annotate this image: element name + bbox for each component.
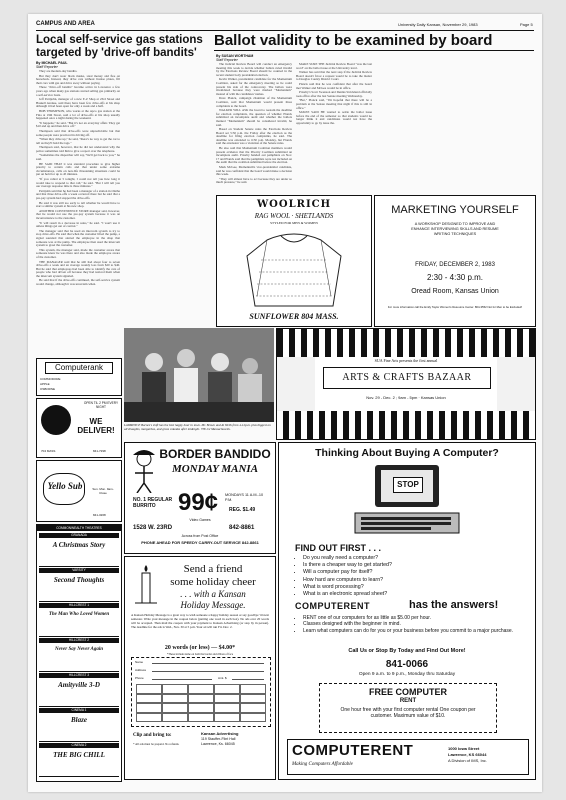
free-rent-sub: RENT <box>399 698 417 704</box>
story2-paragraph: McKEE SAID HE wanted to settle the ballot issue before the end of the semester so that students would no longer think it and candidates would not have the opportunity to go by issue the. <box>296 110 372 125</box>
coupon-word-box[interactable] <box>214 684 240 694</box>
border-item: NO. 1 REGULAR BURRITO <box>133 497 173 509</box>
computer-offer: • Classes designed with the beginner in mind. <box>303 621 533 627</box>
holiday-price: 20 words (or less) — $4.00* <box>164 645 236 651</box>
story1-paragraph: "It will result in a decrease in sales," he said. "I won't use it unless things get out of control." <box>36 220 120 229</box>
border-promo: PHONE AHEAD FOR SPEEDY CARRY-OUT SERVICE 842-8861 <box>141 540 259 545</box>
story2-column-2 <box>296 63 372 191</box>
marketing-ad <box>374 195 536 327</box>
story2-headline: Ballot validity to be examined by board <box>214 32 493 49</box>
story1-column-2 <box>124 70 210 354</box>
computerent-ad <box>278 442 536 780</box>
border-address: 1528 W. 23RD <box>133 525 173 531</box>
marketing-time: 2:30 - 4:30 p.m. <box>426 273 484 282</box>
computer-questions <box>293 555 533 598</box>
story2-paragraph: Based on Student Senate rules the Elections Review Board set 5:30 p.m. the Friday after the election as the deadline for filing election complaints, he said. The deadline was extended to 6:30 p.m. Monday, but Planck said the extension was a violation of the Senate rules. <box>216 127 292 146</box>
computer-title: Thinking About Buying A Computer? <box>315 447 499 459</box>
bazaar-dates: Nov. 29 - Dec. 2 ; 9am - 5pm · Kansas Union <box>366 395 446 400</box>
computer-call: Call Us or Stop By Today and Find Out More! <box>348 648 466 654</box>
holiday-price-note: *These include name on both the border and ribbon of face <box>166 653 234 656</box>
computer-question: • Will a computer pay for itself? <box>303 569 533 576</box>
story2-paragraph: The Judicial Review Board will conduct an emergency meeting this week to decide whether ballots ruled invalid by the Elections Review Board should be counted in the recent student body presidential election. <box>216 63 292 77</box>
marketing-title: MARKETING YOURSELF <box>391 204 519 216</box>
computer-brand: COMPUTERENT <box>295 601 370 611</box>
bazaar-top-border <box>277 329 535 357</box>
holiday-body: A Kansan Holiday Message is a great way to wish someone a happy holiday season or say goodbye 'til next semester. Write your message in the coupon below (putting one word in each box). No ads over 20 words will be accepted. Then mail the coupon with your payment to Kansan Advertising (or stop by in person). The deadline for the ads is Wed., Nov. 30 at 5 p.m. Your ad will run Fri. Dec. 2. <box>131 613 269 629</box>
story1-paragraph: These "drive-off bandits" became active in Lawrence a few years ago when many gas stations started selling gas primarily on a self-service basis. <box>36 85 120 97</box>
coupon-word-box[interactable] <box>162 684 188 694</box>
movie-listing <box>39 638 119 672</box>
story2-paragraph: "But," Planck said, "I'm hopeful that there will be a problem at the Senate meeting that night if this is still in office." <box>296 98 372 110</box>
coupon-name-field[interactable] <box>152 663 264 664</box>
film-title: Blaze <box>71 716 87 724</box>
theatre-name: HILLCREST 2 <box>39 638 119 643</box>
story2-column-4 <box>456 63 534 191</box>
bandido-character-icon <box>129 447 159 493</box>
computer-hours: Open 9 a.m. to 9 p.m., Monday thru Saturday <box>358 672 456 677</box>
movie-listing <box>39 673 119 707</box>
header-rule <box>36 30 534 31</box>
holiday-title-line4: Holiday Message. <box>180 600 246 610</box>
coupon-word-box[interactable] <box>136 684 162 694</box>
story1-paragraph: But they don't wear black masks, steal money and flee on horseback. Instead, they drive cars without license plates, fill their cars with gas and drive away without paying. <box>36 73 120 85</box>
story1-paragraph: Thompson said, however, that he did not understand why the police sometimes told him to give a report over the telephone. <box>36 145 120 153</box>
theatre-name: GRANADA <box>39 533 119 538</box>
coupon-word-box[interactable] <box>240 694 266 704</box>
coupon-phone-field[interactable] <box>152 679 212 680</box>
bazaar-sponsor: SUA Fine Arts presents the first annual <box>374 358 438 363</box>
story2-paragraph: Walker has said that the next step if the Judicial Review Board doesn't favor a request would be to take the matter to Douglas County District Court. <box>296 70 372 82</box>
woolrich-footer: SUNFLOWER 804 MASS. <box>249 312 339 321</box>
computer-screen-stop: STOP <box>393 477 423 493</box>
story2-paragraph: MAKE SURE THE Judicial Review Board "was the last word" on the ballot issue at the University level. <box>296 63 372 70</box>
film-title: A Christmas Story <box>52 541 106 549</box>
sweater-illustration <box>237 226 351 310</box>
coupon-word-box[interactable] <box>240 703 266 713</box>
coupon-address-label: Address <box>135 668 147 672</box>
coupon-amount-field[interactable] <box>232 679 264 680</box>
movie-listing <box>39 533 119 567</box>
free-rent-title: FREE COMPUTER <box>368 687 447 697</box>
yello-sub-ad <box>36 460 122 522</box>
film-title: Amityville 3-D <box>58 681 100 689</box>
pizza-phone: 841-7298 <box>93 449 106 453</box>
newspaper-page <box>28 14 542 792</box>
story2-paragraph: "They will almost have to act because they are under so much pressure," he said. <box>216 176 292 185</box>
border-price: 99¢ <box>177 489 219 516</box>
movie-listing <box>39 708 119 742</box>
story1-paragraph: They are modern-day bandits. <box>39 70 78 73</box>
story1-paragraph: He said that if the drive-offs continued, the self-service system would change, although it was uncertain when. <box>36 278 120 287</box>
story2-paragraph: Dave Planck, campaign chairman of the Momentum Coalition, said that Momentum would present three complaints to the board. <box>216 96 292 108</box>
story1-paragraph: This system, the manager said, made the customer aware that someone knew he was there and also made the employee aware of the customer. <box>36 247 120 259</box>
story1-paragraph: "If you called at 5 tonight, I could not tell you how long it would take to respond to that call," he said. "But I will tell you our average response time is three minutes." <box>36 177 120 189</box>
holiday-note: * All ads must be prepaid. No refunds. <box>133 742 180 746</box>
coupon-word-box[interactable] <box>214 694 240 704</box>
coupon-address-field[interactable] <box>152 671 264 672</box>
story1-paragraph: "Sometimes the dispatcher will say, 'We'll get back to you,'" he said. <box>36 153 120 162</box>
happy-hour-photo <box>124 328 274 422</box>
coupon-word-box[interactable] <box>240 713 266 723</box>
bazaar-title: ARTS & CRAFTS BAZAAR <box>323 367 491 389</box>
woolrich-line2: RAG WOOL · SHETLANDS <box>254 212 334 220</box>
border-phone: 842-8861 <box>229 525 255 531</box>
computer-offer: • RENT one of our computers for as little as $5.00 per hour. <box>303 615 533 621</box>
computerent-footer-brand: COMPUTERENT <box>292 742 414 759</box>
coupon-word-box[interactable] <box>162 703 188 713</box>
film-title: Second Thoughts <box>53 576 105 584</box>
holiday-title-line2: some holiday cheer <box>170 576 256 588</box>
woolrich-line3: STYLED FOR MEN & WOMEN <box>270 221 318 225</box>
holiday-office: Kansan Advertising <box>201 731 239 736</box>
movie-listings <box>36 524 122 782</box>
coupon-word-box[interactable] <box>188 684 214 694</box>
border-title: BORDER BANDIDO <box>159 447 271 461</box>
story1-paragraph: "It happens," he said. "But it's not an everyday affair. They get $10 and up and then drive off." <box>36 120 120 129</box>
computer-find-out: FIND OUT FIRST . . . <box>295 543 381 553</box>
holiday-coupon <box>131 657 271 727</box>
border-day: MONDAYS 11 A.M.-10 P.M. <box>225 493 264 502</box>
theatre-name: HILLCREST 1 <box>39 603 119 608</box>
story2-paragraph: WALKER WILL ASK the board to reexam the deadline for election complaints, the question of whether Planck submitted an incomplete audit and whether the ballots marked "Momentum" should be considered invalid, he said. <box>216 108 292 127</box>
movies-header: COMMONWEALTH THEATRES <box>37 525 121 531</box>
story1-paragraph: Pettijohn said that he had been a manager of a station in Olathe and that three drive-offs a week occurred there but he said that a pre-pay system had stopped the drive-offs. <box>36 188 120 200</box>
theatre-name: CINEMA 1 <box>39 708 119 713</box>
photo-image <box>124 328 274 422</box>
coupon-word-box[interactable] <box>240 684 266 694</box>
computer-question: • Do you really need a computer? <box>303 555 533 562</box>
holiday-title-line3: . . . with a Kansan <box>180 589 246 599</box>
story2-paragraph: Priority's Scott Swenson and Dennis Strickland officially took office after the last Senate meeting Wednesday. <box>296 90 372 98</box>
story2-column-3 <box>376 63 452 191</box>
bazaar-bottom-border <box>277 411 535 439</box>
pizza-logo-icon <box>41 405 71 435</box>
pizza-delivery-ad <box>36 398 122 458</box>
story2-headline-rule <box>214 50 534 51</box>
computerank-name: Computerank <box>45 362 113 374</box>
page-number: Page 5 <box>520 22 533 27</box>
coupon-word-box[interactable] <box>188 694 214 704</box>
story2-paragraph: Kevin Walker, presidential candidate for the Momentum Coalition, asked for the emergency meeting so he could present his side of the controversy. The ballots were invalidated because they were marked "Momentum" instead of with the candidates' names. <box>216 77 292 96</box>
computerank-line-1: COMMODORE <box>40 377 61 381</box>
computerank-ad <box>36 358 122 396</box>
coupon-word-box[interactable] <box>214 703 240 713</box>
marketing-date: FRIDAY, DECEMBER 2, 1983 <box>415 262 495 268</box>
story2-paragraph: Planck said that he was confident that after the board met Walker and McGee would be in office. <box>296 81 372 90</box>
story2-byline: By SUSAN WORTHAM <box>216 54 254 58</box>
pizza-slogan: WE DELIVER! <box>77 417 115 435</box>
photo-caption: LAWRENCE Barnes's shift has the best happy hour in town. Mr. Brown and Al Wells from 4-12p.m. plus biggest on all draughts, margaritas, and gross cokedas after midnight. 738 1/2 Massachusetts. <box>124 423 271 431</box>
coupon-word-box[interactable] <box>188 703 214 713</box>
computerent-footer <box>287 739 529 775</box>
story1-paragraph: Jeff Pettijohn, manager of a new E-Z Shop at 23rd Street and Haskell Avenue, said there have been few drive-offs at his shop although it had been open for only a week and a half. <box>36 97 120 109</box>
story1-headline <box>36 34 212 60</box>
story2-paragraph: He also said that Momentum Coalition members would present evidence that the Priority Coalition submitted an incomplete audit. Priority handed out pamphlets on Nov. 17 and Planck said that the pamphlets were not included on the audit that the coalition submitted before the election. <box>216 146 292 165</box>
story2-byline-role: Staff Reporter <box>216 58 238 62</box>
coupon-word-grid[interactable] <box>136 684 266 722</box>
marketing-description: A WORKSHOP DESIGNED TO IMPROVE AND ENHANCE INTERVIEWING SKILLS AND RESUME WRITING TECHNIQUES <box>411 222 499 236</box>
coupon-amount-label: Amt. $ <box>218 676 227 680</box>
movie-listing <box>39 603 119 637</box>
free-rent-coupon[interactable] <box>319 683 497 733</box>
movie-listing <box>39 743 119 777</box>
computerank-line-3: OSBORNE <box>40 387 56 391</box>
pizza-hours: OPEN TIL 2 PM EVERY NIGHT <box>83 401 119 409</box>
film-title: The Man Who Loved Women <box>48 612 110 617</box>
film-title: Never Say Never Again <box>55 647 103 652</box>
story1-byline-role: Staff Reporter <box>36 65 58 69</box>
holiday-title-line1: Send a friend <box>183 563 243 575</box>
section-label: CAMPUS AND AREA <box>36 21 95 27</box>
computerent-division: A Division of IMS, Inc. <box>448 758 487 763</box>
computerent-tagline: Making Computers Affordable <box>292 762 353 767</box>
movie-listing <box>39 568 119 602</box>
coupon-word-box[interactable] <box>162 694 188 704</box>
computer-question: • Is there a cheaper way to get started? <box>303 562 533 569</box>
story2-paragraph: Mark McGee, Momentum's vice-presidential candidate, said he was confident that the board would make a decision this week. <box>216 165 292 177</box>
story1-paragraph: The manager said that he used an intercom system to try to stop drive-offs. He said that when the customer lifted the pump, a signal sounded that alerted the employee in the shop that someone was at the pump. The employee then used the intercom system to greet the customer. <box>36 228 120 248</box>
movie-list <box>37 531 121 781</box>
computer-question: • How hard are computers to learn? <box>303 577 533 584</box>
holiday-office-city: Lawrence, Ks. 66045 <box>201 742 235 746</box>
story1-paragraph: He said it was still too early to tell whether he would have to start a similar system at his new shop. <box>36 200 120 209</box>
pizza-address: 704 MASS <box>41 449 56 453</box>
coupon-phone-label: Phone <box>135 676 144 680</box>
computer-illustration <box>351 463 463 537</box>
holiday-message-ad <box>124 556 276 780</box>
computer-offer: • Learn what computers can do for you or your business before you commit to a major purchase. <box>303 628 533 634</box>
story2-column-1 <box>216 63 292 191</box>
story1-paragraph: THE MANAGER said that he still had about four to seven drive-offs a week and an average weekly loss from $20 to $40. But he said that employees had been able to identify the cars of people who had driven off because they had noticed them when the intercom system signaled. <box>36 259 120 278</box>
story1-paragraph: ANOTHER CONVENIENCE STORE manager said, however, that he would not use the pre-pay system because it was an inconvenience to the customer. <box>36 208 120 220</box>
yello-sub-name: Yello Sub <box>47 481 83 491</box>
border-bandido-ad <box>124 442 276 554</box>
story1-paragraph: HE SAID THAT it was standard procedure to give higher priority to certain calls and that under some extreme circumstances, calls on non-life threatening situations could be put on hold for up to 45 minutes. <box>36 161 120 177</box>
yello-sub-note: Sun. Mon. 9am-Close <box>92 487 114 495</box>
coupon-word-box[interactable] <box>136 713 162 723</box>
marketing-fine-print: For more information call the Emily Taylor Women's Resource Center. 864-3552 Not for Men to be Excluded! <box>387 305 523 309</box>
free-rent-description: One hour free with your first computer rental One coupon per customer. Maximum value of $10. <box>340 707 476 719</box>
holiday-clip: Clip and bring to: <box>133 733 172 738</box>
bazaar-ad <box>276 328 536 440</box>
woolrich-brand: WOOLRICH <box>256 199 332 210</box>
coupon-word-box[interactable] <box>188 713 214 723</box>
coupon-word-box[interactable] <box>136 694 162 704</box>
woolrich-ad <box>216 195 372 327</box>
border-subtitle: MONDAY MANIA <box>171 463 259 475</box>
computerent-city: Lawrence, KS 66044 <box>448 752 487 757</box>
story1-headline-line2: targeted by 'drive-off bandits' <box>36 47 197 59</box>
paper-dateline: University Daily Kansan, November 29, 1983 <box>398 22 478 27</box>
story1-headline-line1: Local self-service gas stations <box>36 34 203 46</box>
story1-paragraph: BOB THOMPSON, who works at the Apco gas station at the Fina at 19th Street, said a lot of drive-offs at his shop usually happened once a night during the weekend. <box>36 108 120 121</box>
coupon-word-box[interactable] <box>162 713 188 723</box>
film-title: THE BIG CHILL <box>53 751 105 759</box>
story1-paragraph: "When they drive up," he said, "there's no way to get the car to tell us they'll hold the tags." <box>36 137 120 145</box>
theatre-name: HILLCREST 3 <box>39 673 119 678</box>
coupon-word-box[interactable] <box>214 713 240 723</box>
story1-paragraph: Thompson said that drive-offs were unpredictable but that some people were practiced in driving off. <box>36 128 120 137</box>
coupon-name-label: Name <box>135 660 144 664</box>
border-note: Across from Post Office <box>181 534 219 538</box>
border-extra: Video Games <box>189 518 211 522</box>
computer-phone: 841-0066 <box>385 659 429 670</box>
story1-byline: By MICHAEL PAUL <box>36 61 68 65</box>
computer-answers: has the answers! <box>409 599 499 611</box>
story1-column-1 <box>36 70 120 354</box>
theatre-name: CINEMA 2 <box>39 743 119 748</box>
theatre-name: VARSITY <box>39 568 119 573</box>
yello-sub-phone: 841-3268 <box>93 513 106 517</box>
marketing-place: Oread Room, Kansas Union <box>411 288 499 295</box>
computerank-line-2: APPLE <box>40 382 50 386</box>
computerent-address: 1000 Iowa Street <box>448 746 480 751</box>
coupon-word-box[interactable] <box>136 703 162 713</box>
holiday-office-address: 119 Stauffer-Flint Hall <box>201 737 236 741</box>
computer-offers <box>293 615 533 634</box>
computer-question: • What is word processing? <box>303 584 533 591</box>
computer-question: • What is an electronic spread sheet? <box>303 591 533 598</box>
border-reg-price: REG. $1.49 <box>229 507 256 513</box>
